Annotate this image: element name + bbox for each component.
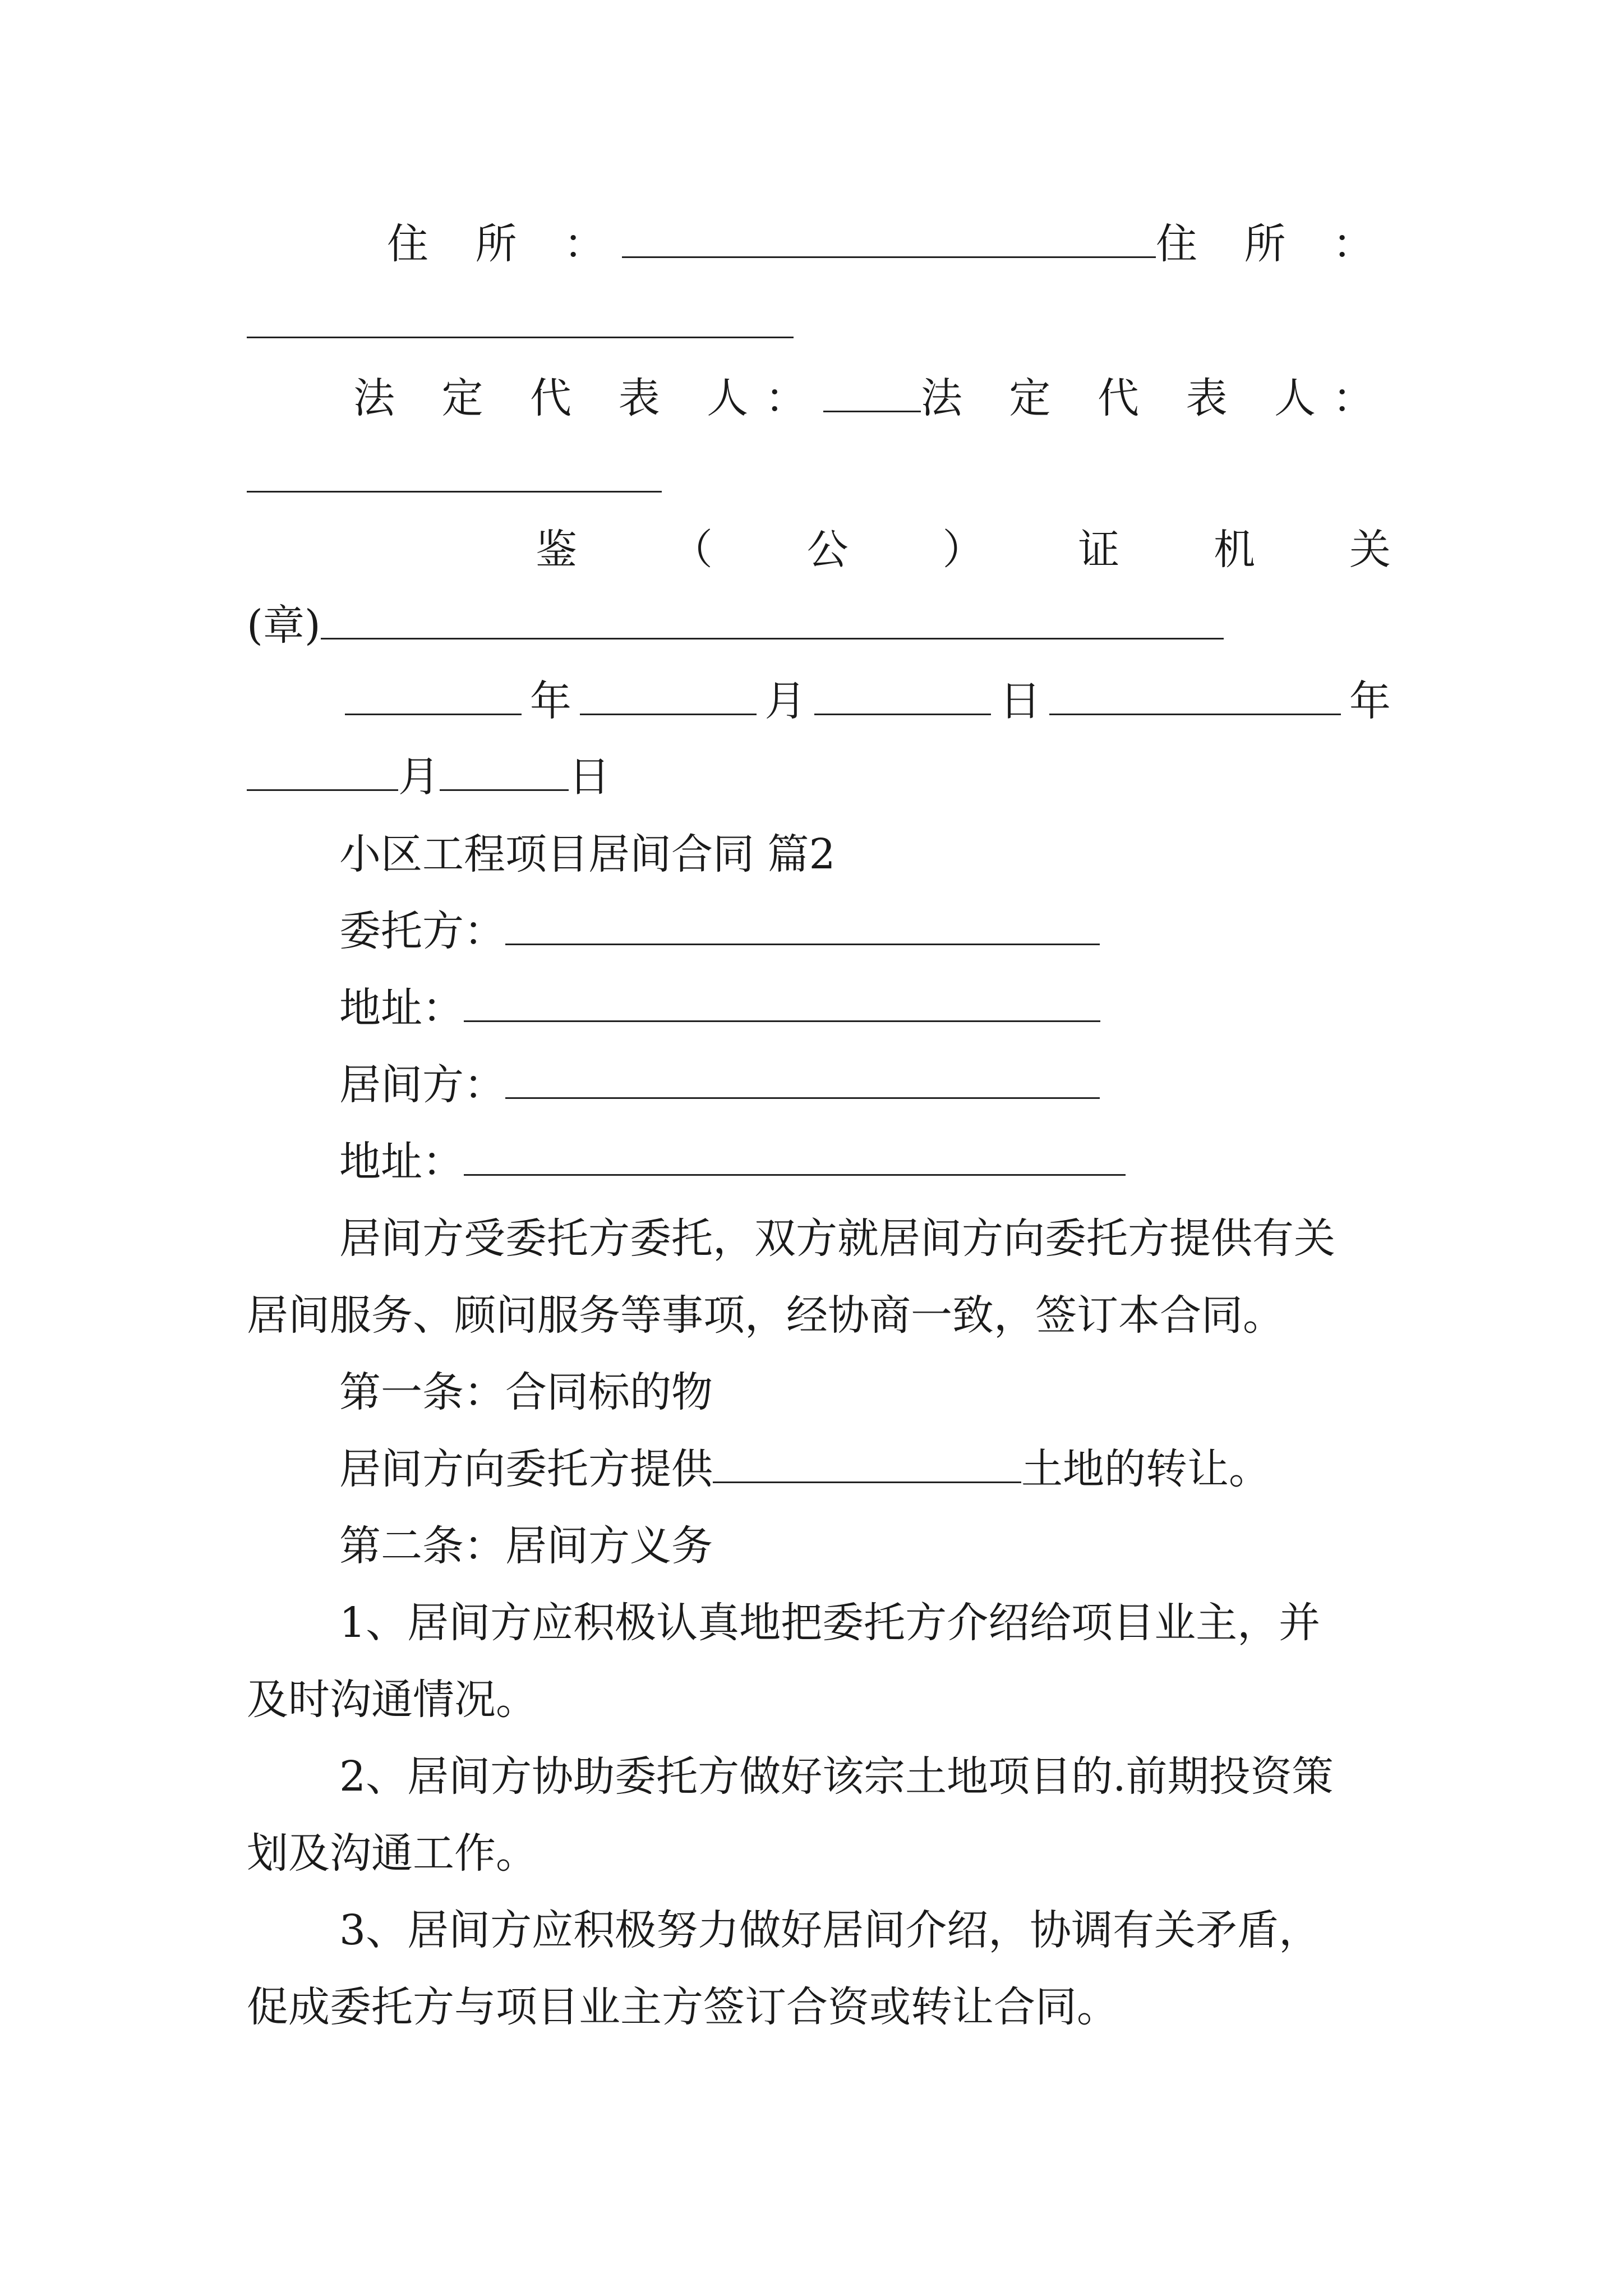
notary-char: 机 — [1214, 526, 1256, 574]
notary-char: 公 — [806, 526, 849, 574]
address-blank-party-a — [622, 216, 1156, 258]
client-address-label: 地址： — [339, 984, 464, 1032]
broker-row — [339, 1057, 1391, 1113]
date-row — [345, 673, 1391, 729]
client-address-blank — [464, 980, 1100, 1022]
client-address-row — [339, 980, 1391, 1036]
item-3-line-2: 促成委托方与项目业主方签订合资或转让合同。 — [247, 1983, 1118, 2031]
client-label: 委托方： — [339, 907, 505, 955]
date-month-label-a: 月 — [764, 677, 806, 725]
client-row — [339, 903, 1391, 959]
date-blank-year-b — [1049, 673, 1341, 715]
notary-seal-blank — [321, 597, 1224, 639]
broker-label: 居间方： — [339, 1061, 505, 1109]
date-blank-day-b — [440, 749, 569, 791]
date-month-label-b: 月 — [398, 753, 440, 801]
article-1-text-end: 土地的转让。 — [1021, 1445, 1270, 1493]
notary-char: 鉴 — [536, 526, 577, 574]
article-1-text — [339, 1441, 1391, 1497]
date-year-label-b: 年 — [1349, 677, 1391, 725]
section-title: 小区工程项目居间合同 篇2 — [339, 830, 836, 878]
address-label-party-b: 住 所 ： — [1155, 220, 1391, 268]
article-1-title: 第一条：合同标的物 — [339, 1368, 713, 1416]
notary-char: 证 — [1078, 526, 1120, 574]
address-label-party-a: 住 所 ： — [387, 220, 623, 268]
legal-rep-row — [353, 370, 1391, 426]
notary-char: 关 — [1349, 526, 1391, 574]
date-day-label-a: 日 — [999, 677, 1041, 725]
notary-char: （ — [671, 526, 713, 574]
notary-seal-label: (章) — [247, 601, 321, 650]
date-blank-day-a — [814, 673, 991, 715]
notary-seal-row — [247, 597, 1391, 654]
legal-rep-label-party-b: 法 定 代 表 人： — [920, 374, 1391, 422]
broker-blank — [505, 1057, 1100, 1099]
notary-char: ） — [942, 526, 984, 574]
date-blank-month-b — [247, 749, 398, 791]
item-1-line-1: 1、居间方应积极认真地把委托方介绍给项目业主，并 — [339, 1599, 1321, 1647]
broker-address-label: 地址： — [339, 1138, 464, 1186]
legal-rep-blank-party-b — [247, 491, 662, 493]
address-row — [387, 216, 1391, 272]
address-blank-party-b — [247, 337, 794, 338]
date-row-continued — [247, 749, 1391, 805]
item-3-line-1: 3、居间方应积极努力做好居间介绍，协调有关矛盾， — [339, 1906, 1321, 1954]
broker-address-row — [339, 1134, 1391, 1190]
date-blank-month-a — [580, 673, 757, 715]
legal-rep-label-party-a: 法 定 代 表 人： — [353, 374, 824, 422]
item-2-line-1: 2、居间方协助委托方做好该宗土地项目的.前期投资策 — [339, 1752, 1334, 1801]
article-1-text-start: 居间方向委托方提供 — [339, 1445, 713, 1493]
item-1-line-2: 及时沟通情况。 — [247, 1676, 537, 1724]
intro-line-1: 居间方受委托方委托，双方就居间方向委托方提供有关 — [339, 1214, 1335, 1263]
date-blank-year-a — [345, 673, 522, 715]
client-blank — [505, 903, 1100, 945]
article-2-title: 第二条：居间方义务 — [339, 1522, 713, 1570]
broker-address-blank — [464, 1134, 1126, 1176]
legal-rep-blank-party-a — [823, 370, 921, 412]
article-1-blank — [713, 1441, 1021, 1483]
item-2-line-2: 划及沟通工作。 — [247, 1829, 537, 1878]
notary-row — [536, 522, 1391, 578]
intro-line-2: 居间服务、顾问服务等事项，经协商一致，签订本合同。 — [247, 1291, 1284, 1340]
date-year-label-a: 年 — [529, 677, 571, 725]
date-day-label-b: 日 — [569, 753, 610, 801]
